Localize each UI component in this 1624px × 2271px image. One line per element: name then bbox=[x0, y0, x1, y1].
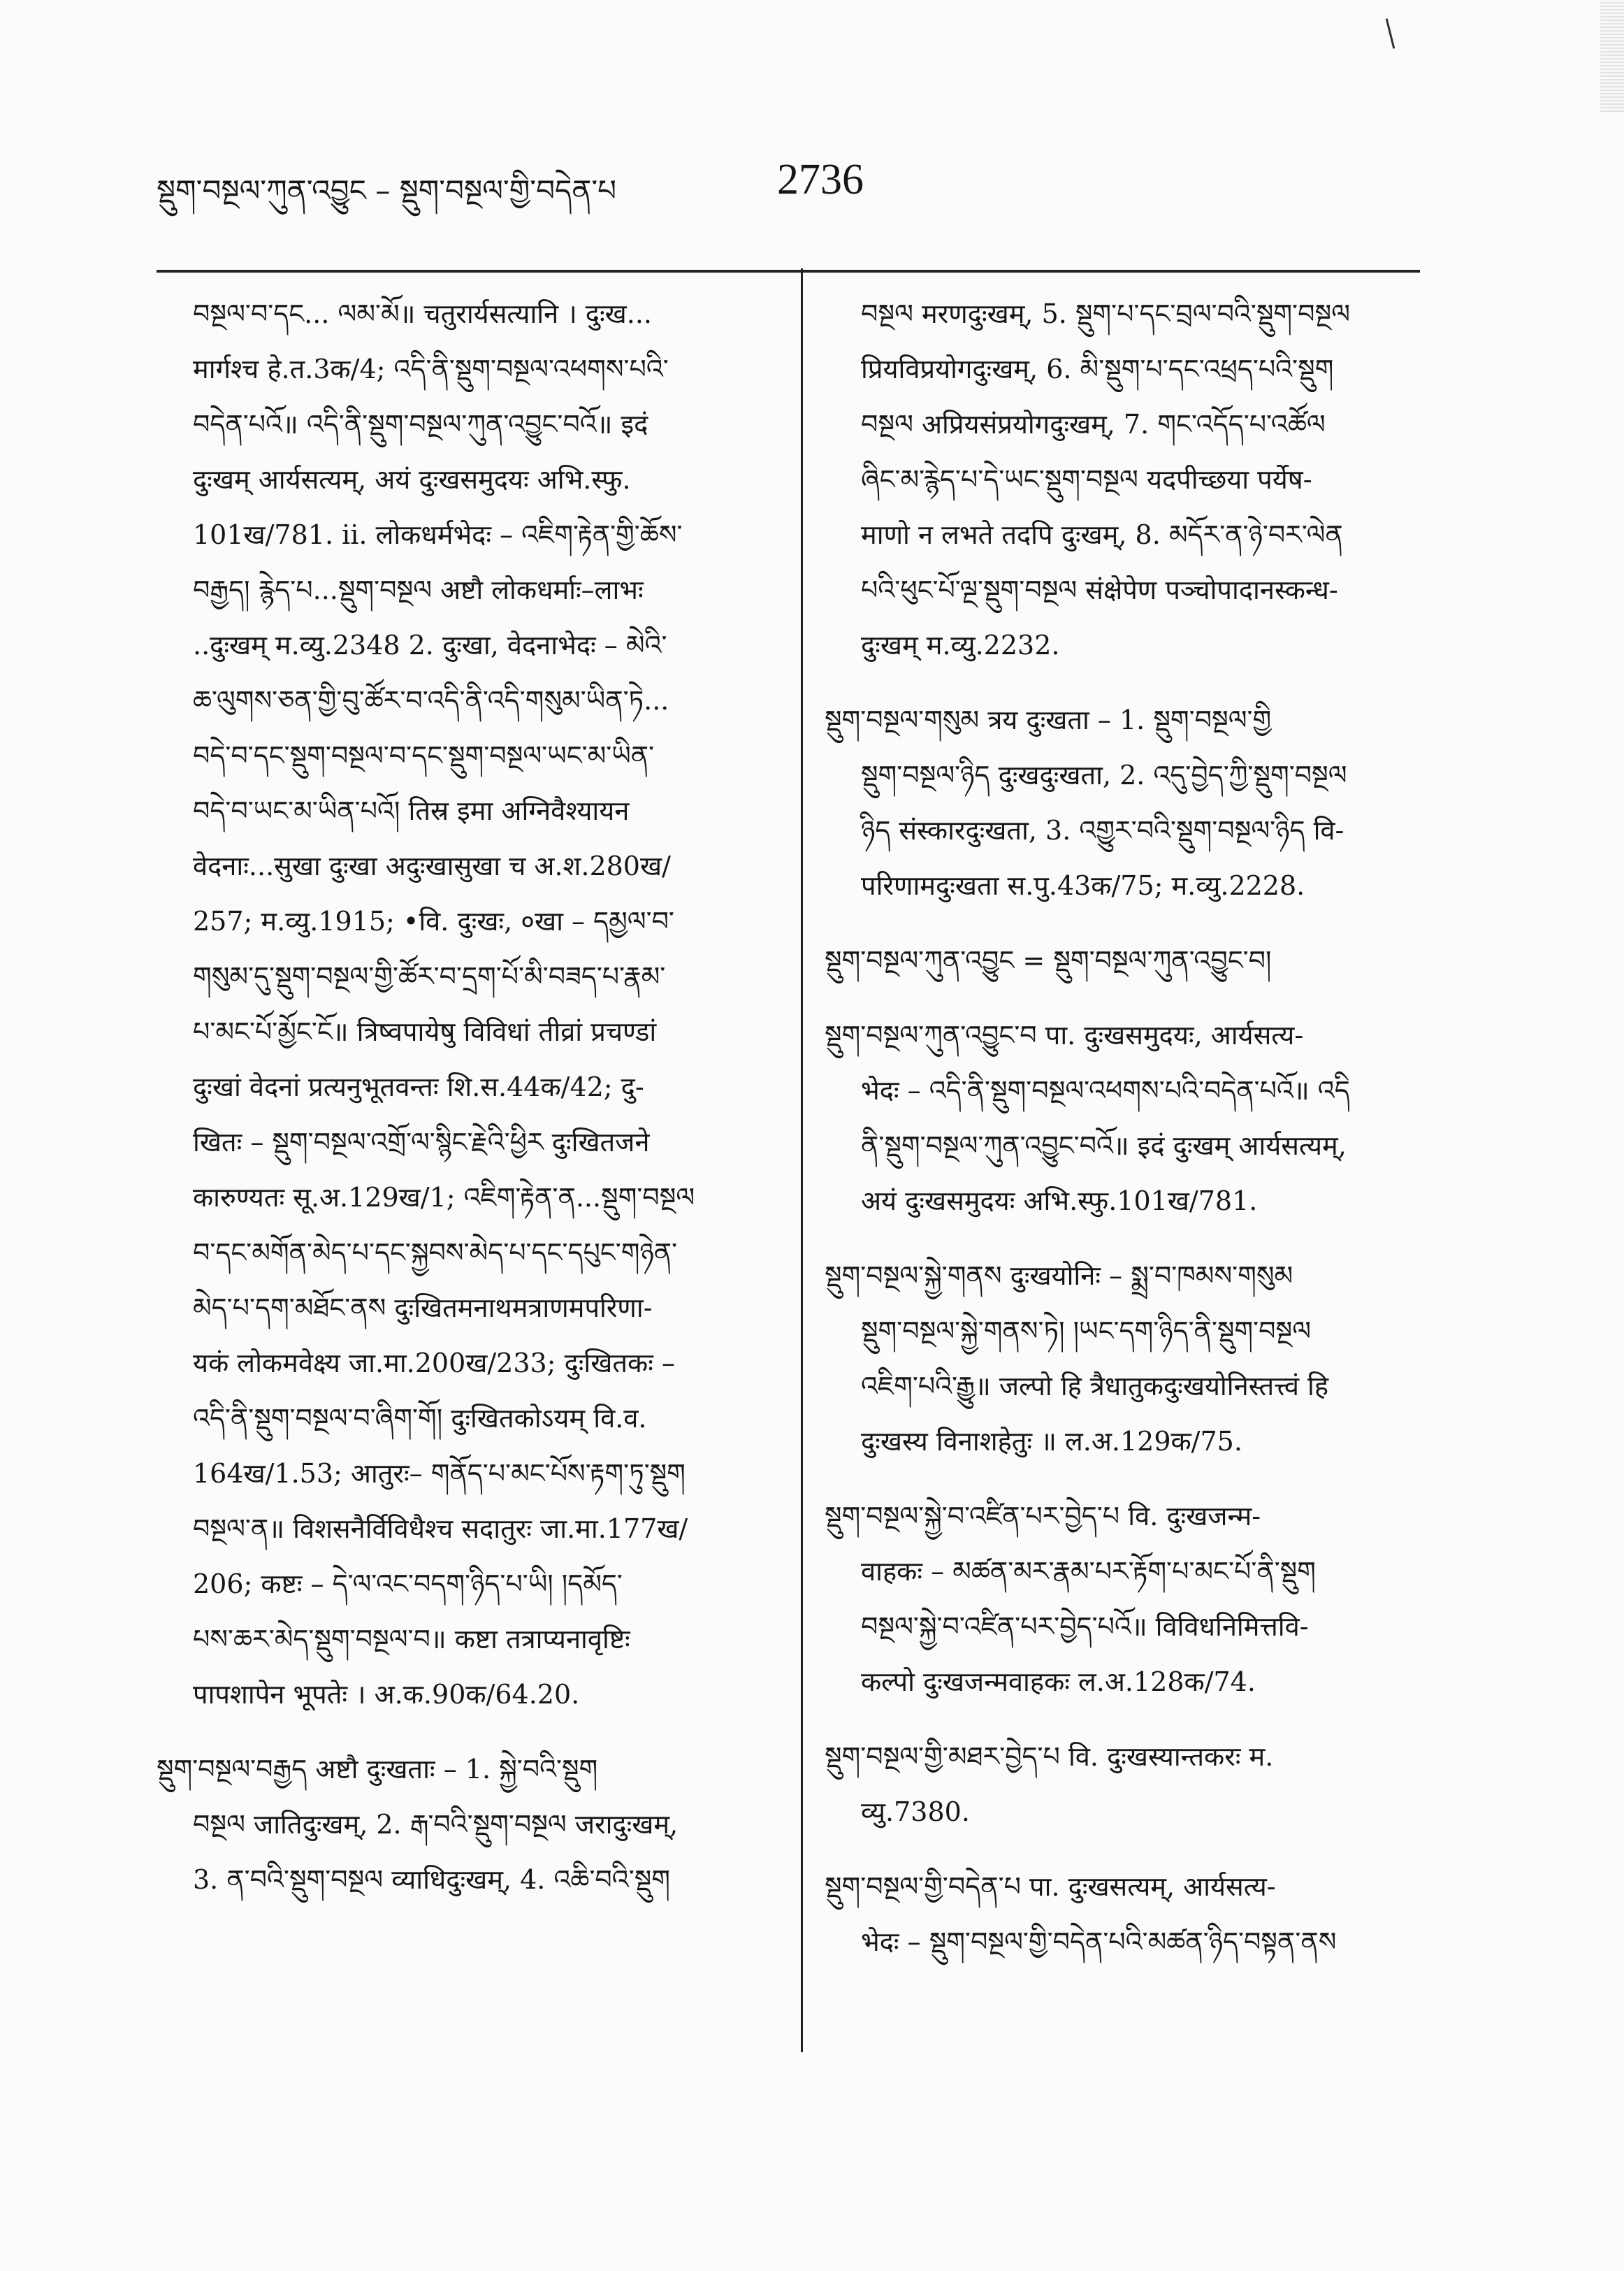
right-column-line: སྡུག་བསྔལ་ཀུན་འབྱུང = སྡུག་བསྔལ་ཀུན་འབྱུང་བ། bbox=[825, 945, 1272, 976]
pencil-mark bbox=[1386, 18, 1395, 48]
right-column-line: ཉིད संस्कारदुःखता, 3. འགྱུར་བའི་སྡུག་བསྔལ་ཉིད वि- bbox=[861, 815, 1344, 846]
left-column-line: दुःखां वेदनां प्रत्यनुभूतवन्तः शि.स.44क/42; दु- bbox=[193, 1072, 644, 1102]
right-column-line: कल्पो दुःखजन्मवाहकः ल.अ.128क/74. bbox=[861, 1666, 1256, 1697]
left-column-line: བདེན་པའོ॥ འདི་ནི་སྡུག་བསྔལ་ཀུན་འབྱུང་བའོ॥ इदं bbox=[193, 409, 648, 440]
right-column-line: माणो न लभते तदपि दुःखम्, 8. མདོར་ན་ཉེ་བར་ལེན bbox=[861, 519, 1343, 550]
left-column-line: ཆ་ལུགས་ཅན་གྱི་བུ་ཚོར་བ་འདི་ནི་འདི་གསུམ་ཡིན་ཏེ... bbox=[193, 685, 669, 716]
right-column-line: བསྔལ मरणदुःखम्, 5. སྡུག་པ་དང་བྲལ་བའི་སྡུག་བསྔལ bbox=[861, 298, 1351, 329]
running-head: སྡུག་བསྔལ་ཀུན་འབྱུང – སྡུག་བསྔལ་གྱི་བདེན་པ bbox=[157, 173, 617, 208]
left-column-line: སྡུག་བསྔལ་བརྒྱད अष्टौ दुःखताः – 1. སྐྱེ་བའི་སྡུག bbox=[157, 1754, 598, 1785]
left-column-line: བདེ་བ་དང་སྡུག་བསྔལ་བ་དང་སྡུག་བསྔལ་ཡང་མ་ཡིན་ bbox=[193, 740, 655, 771]
right-column-line: སྡུག་བསྔལ་གསུམ त्रय दुःखता – 1. སྡུག་བསྔལ་གྱི bbox=[825, 705, 1272, 735]
right-column-line: भेदः – འདི་ནི་སྡུག་བསྔལ་འཕགས་པའི་བདེན་པའོ॥ འདི bbox=[861, 1075, 1350, 1106]
left-column-line: दुःखम् आर्यसत्यम्, अयं दुःखसमुदयः अभि.स्फु. bbox=[193, 464, 631, 495]
left-column-line: གསུམ་དུ་སྡུག་བསྔལ་གྱི་ཚོར་བ་དྲག་པོ་མི་བཟད་པ་རྣམ་ bbox=[193, 961, 666, 992]
right-column-line: दुःखम् म.व्यु.2232. bbox=[861, 630, 1060, 661]
right-column-line: ཞིང་མ་རྙེད་པ་དེ་ཡང་སྡུག་བསྔལ यदपीच्छया पर्येष- bbox=[861, 464, 1312, 495]
left-column-line: वेदनाः...सुखा दुःखा अदुःखासुखा च अ.श.280ख/ bbox=[193, 851, 671, 881]
left-column-line: བསྔལ जातिदुःखम्, 2. རྒ་བའི་སྡུག་བསྔལ जरादुःखम्, bbox=[193, 1809, 679, 1840]
left-column-line: བདེ་བ་ཡང་མ་ཡིན་པའོ། तिस्र इमा अग्निवैश्यायन bbox=[193, 795, 630, 826]
right-column-line: སྡུག་བསྔལ་སྐྱེ་བ་འཛིན་པར་བྱེད་པ वि. दुःखजन्म- bbox=[825, 1501, 1261, 1531]
left-column-line: མེད་པ་དག་མཐོང་ནས दुःखितमनाथमत्राणमपरिणा- bbox=[193, 1292, 653, 1323]
left-column-line: पापशापेन भूपतेः । अ.क.90क/64.20. bbox=[193, 1679, 580, 1710]
right-column-line: वाहकः – མཚན་མར་རྣམ་པར་རྟོག་པ་མང་པོ་ནི་སྡུག bbox=[861, 1556, 1316, 1587]
header-rule bbox=[157, 270, 1420, 273]
left-column-line: 101ख/781. ii. लोकधर्मभेदः – འཇིག་རྟེན་གྱི་ཆོས་ bbox=[193, 519, 683, 550]
right-column-line: སྡུག་བསྔལ་གྱི་མཐར་བྱེད་པ वि. दुःखस्यान्तकरः म. bbox=[825, 1741, 1274, 1772]
right-column-line: दुःखस्य विनाशहेतुः ॥ ल.अ.129क/75. bbox=[861, 1426, 1242, 1457]
column-divider bbox=[801, 268, 803, 2052]
right-column-line: བསྔལ अप्रियसंप्रयोगदुःखम्, 7. གང་འདོད་པ་འཚོལ bbox=[861, 409, 1326, 440]
left-column-line: བསྔལ་བ་དང... ལམ་མོ॥ चतुरार्यसत्यानि । दुःख... bbox=[193, 298, 652, 329]
right-column-line: भेदः – སྡུག་བསྔལ་གྱི་བདེན་པའི་མཚན་ཉིད་བསྟན་ནས bbox=[861, 1926, 1337, 1957]
right-column-line: པའི་ཕུང་པོ་ལྔ་སྡུག་བསྔལ संक्षेपेण पञ्चोपादानस्कन्ध- bbox=[861, 575, 1338, 605]
right-column-line: व्यु.7380. bbox=[861, 1796, 970, 1827]
right-column-line: अयं दुःखसमुदयः अभि.स्फु.101ख/781. bbox=[861, 1185, 1258, 1216]
left-column-line: 257; म.व्यु.1915; •वि. दुःखः, ०खा – དམྱལ་བ་ bbox=[193, 906, 674, 937]
left-column-line: བརྒྱད། རྙེད་པ...སྡུག་བསྔལ अष्टौ लोकधर्माः–लाभः bbox=[193, 575, 644, 605]
page-number: 2736 bbox=[777, 156, 864, 203]
left-column-line: བསྔལ་ན॥ विशसनैर्विविधैश्च सदातुरः जा.मा.177ख/ bbox=[193, 1513, 688, 1544]
left-column-line: འདི་ནི་སྡུག་བསྔལ་བ་ཞིག་གོ། दुःखितकोऽयम् वि.व. bbox=[193, 1403, 647, 1434]
left-column-line: खितः – སྡུག་བསྔལ་འགྲོ་ལ་སྙིང་རྗེའི་ཕྱིར दुःखितजने bbox=[193, 1127, 650, 1158]
left-column-line: 206; कष्टः – དེ་ལ་འང་བདག་ཉིད་པ་ཡི། །དམོད་ bbox=[193, 1569, 623, 1599]
right-column-line: འཇིག་པའི་རྒྱུ॥ जल्पो हि त्रैधातुकदुःखयोनिस्तत्त्वं हि bbox=[861, 1371, 1329, 1401]
left-column-line: यकं लोकमवेक्ष्य जा.मा.200ख/233; दुःखितकः – bbox=[193, 1348, 675, 1378]
right-column-line: परिणामदुःखता स.पु.43क/75; म.व्यु.2228. bbox=[861, 870, 1305, 901]
right-column bbox=[825, 287, 1420, 1970]
left-column-line: བ་དང་མགོན་མེད་པ་དང་སྐྱབས་མེད་པ་དང་དཔུང་གཉེན་ bbox=[193, 1237, 678, 1268]
right-column-line: བསྔལ་སྐྱེ་བ་འཛིན་པར་བྱེད་པའོ॥ विविधनिमित्तवि- bbox=[861, 1611, 1309, 1642]
right-column-line: སྡུག་བསྔལ་སྐྱེ་གནས་ཏེ། །ཡང་དག་ཉིད་ནི་སྡུག་བསྔལ bbox=[861, 1315, 1312, 1346]
left-column-line: ..दुःखम् म.व्यु.2348 2. दुःखा, वेदनाभेदः – མེའི་ bbox=[193, 630, 667, 661]
left-column-line: 3. ན་བའི་སྡུག་བསྔལ व्याधिदुःखम्, 4. འཆི་བའི་སྡུག bbox=[193, 1864, 670, 1895]
right-column-line: སྡུག་བསྔལ་སྐྱེ་གནས दुःखयोनिः – སྨྲ་བ་ཁམས་གསུམ bbox=[825, 1260, 1293, 1291]
right-column-line: प्रियविप्रयोगदुःखम्, 6. མི་སྡུག་པ་དང་འཕྲད་པའི་སྡུག bbox=[861, 354, 1334, 384]
left-column-line: मार्गश्च हे.त.3क/4; འདི་ནི་སྡུག་བསྔལ་འཕགས་པའི་ bbox=[193, 354, 669, 384]
scan-edge-specks bbox=[1600, 0, 1624, 112]
left-column-line: 164ख/1.53; आतुरः– གནོད་པ་མང་པོས་རྟག་ཏུ་སྡུག bbox=[193, 1458, 686, 1489]
left-column-line: कारुण्यतः सू.अ.129ख/1; འཇིག་རྟེན་ན...སྡུག་བསྔལ bbox=[193, 1182, 695, 1213]
right-column-line: ནི་སྡུག་བསྔལ་ཀུན་འབྱུང་བའོ॥ इदं दुःखम् आर्यसत्यम्, bbox=[861, 1130, 1347, 1161]
right-column-line: སྡུག་བསྔལ་ཉིད दुःखदुःखता, 2. འདུ་བྱེད་ཀྱི་སྡུག་བསྔལ bbox=[861, 760, 1347, 791]
left-column bbox=[157, 287, 778, 1908]
right-column-line: སྡུག་བསྔལ་གྱི་བདེན་པ पा. दुःखसत्यम्, आर्यसत्य- bbox=[825, 1871, 1276, 1902]
left-column-line: པས་ཆར་མེད་སྡུག་བསྔལ་བ॥ कष्टा तत्राप्यनावृष्टिः bbox=[193, 1624, 630, 1654]
left-column-line: པ་མང་པོ་མྱོང་ངོ॥ त्रिष्वपायेषु विविधां तीव्रां प्रचण्डां bbox=[193, 1016, 657, 1047]
right-column-line: སྡུག་བསྔལ་ཀུན་འབྱུང་བ पा. दुःखसमुदयः, आर्यसत्य- bbox=[825, 1020, 1304, 1051]
